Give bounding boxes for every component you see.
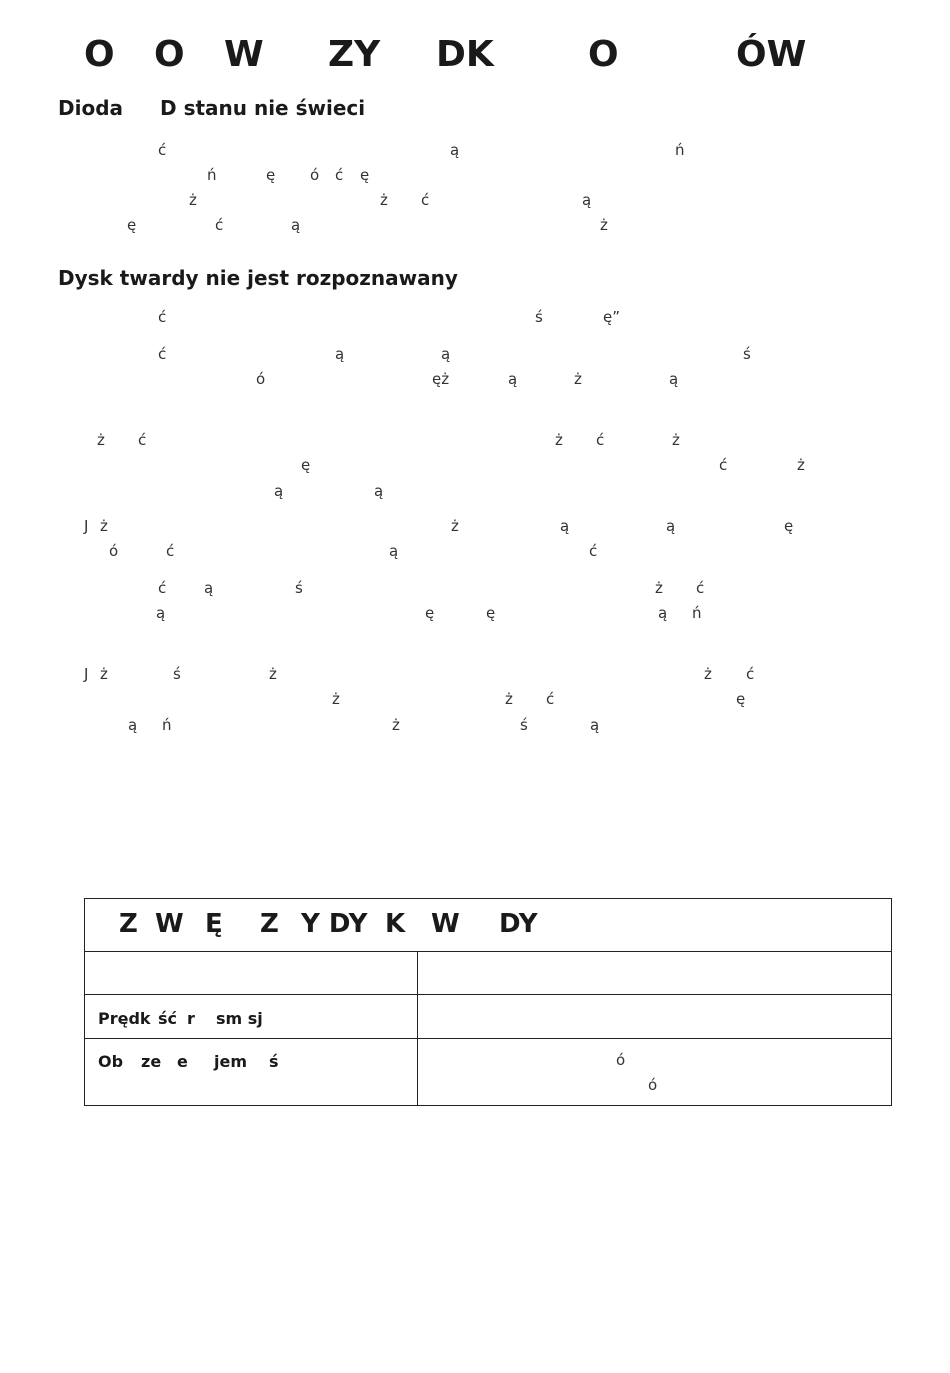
text-glyph: ś — [295, 579, 303, 597]
text-glyph: ć — [138, 431, 147, 449]
text-glyph: ą — [128, 716, 138, 734]
text-glyph: ą — [374, 482, 384, 500]
title-fragment: DK — [436, 34, 494, 75]
text-glyph: ż — [100, 517, 108, 535]
text-glyph: ż — [600, 216, 608, 234]
row-label-fragment: e — [177, 1052, 188, 1071]
text-glyph: ż — [97, 431, 105, 449]
spec-table — [84, 898, 892, 1106]
table-title-fragment: Z — [260, 909, 279, 939]
text-glyph: ć — [335, 166, 344, 184]
text-glyph: ą — [156, 604, 166, 622]
text-glyph: ż — [704, 665, 712, 683]
table-divider — [85, 1038, 891, 1039]
text-glyph: ż — [269, 665, 277, 683]
text-glyph: J — [84, 665, 89, 683]
text-glyph: ą — [389, 542, 399, 560]
text-glyph: ą — [274, 482, 284, 500]
text-glyph: ż — [100, 665, 108, 683]
text-glyph: ś — [173, 665, 181, 683]
text-glyph: ą — [582, 191, 592, 209]
text-glyph: ż — [189, 191, 197, 209]
text-glyph: ą — [669, 370, 679, 388]
table-title-fragment: W — [431, 909, 460, 939]
text-glyph: ą — [441, 345, 451, 363]
text-glyph: ó — [256, 370, 266, 388]
section-heading-part: Dysk twardy nie jest rozpoznawany — [58, 266, 458, 290]
title-fragment: W — [224, 34, 264, 75]
text-glyph: ę — [127, 216, 137, 234]
text-glyph: ą — [560, 517, 570, 535]
title-fragment: O — [154, 34, 185, 75]
text-glyph: ż — [380, 191, 388, 209]
text-glyph: ś — [520, 716, 528, 734]
text-glyph: ęż — [432, 370, 450, 388]
row-label-fragment: ś — [269, 1052, 279, 1071]
row-label-fragment: ze — [141, 1052, 162, 1071]
section-heading-part: Dioda — [58, 96, 124, 120]
text-glyph: ć — [546, 690, 555, 708]
text-glyph: ż — [392, 716, 400, 734]
text-glyph: ń — [207, 166, 217, 184]
text-glyph: ż — [655, 579, 663, 597]
text-glyph: ć — [158, 308, 167, 326]
section-heading-part: D stanu nie świeci — [160, 96, 366, 120]
text-glyph: ż — [505, 690, 513, 708]
text-glyph: ż — [672, 431, 680, 449]
text-glyph: ń — [162, 716, 172, 734]
text-glyph: ą — [658, 604, 668, 622]
text-glyph: ń — [675, 141, 685, 159]
title-fragment: ÓW — [736, 34, 807, 75]
title-fragment: O — [84, 34, 115, 75]
row-label-fragment: ść — [158, 1009, 178, 1028]
text-glyph: ó — [310, 166, 320, 184]
title-fragment: ZY — [328, 34, 381, 75]
row-value-fragment: ó — [648, 1076, 658, 1094]
text-glyph: ę — [301, 456, 311, 474]
title-fragment: O — [588, 34, 619, 75]
table-title-fragment: W — [155, 909, 184, 939]
row-label-fragment: Prędk — [98, 1009, 151, 1028]
text-glyph: J — [84, 517, 89, 535]
text-glyph: ż — [451, 517, 459, 535]
row-label-fragment: jem — [214, 1052, 248, 1071]
text-glyph: ś — [743, 345, 751, 363]
text-glyph: ć — [719, 456, 728, 474]
row-label-fragment: r — [187, 1009, 195, 1028]
table-title-fragment: Y DY — [301, 909, 368, 939]
text-glyph: ą — [590, 716, 600, 734]
text-glyph: ą — [291, 216, 301, 234]
text-glyph: ę — [736, 690, 746, 708]
text-glyph: ś — [535, 308, 543, 326]
table-divider — [85, 994, 891, 995]
text-glyph: ć — [166, 542, 175, 560]
text-glyph: ą — [204, 579, 214, 597]
text-glyph: ć — [746, 665, 755, 683]
row-label-fragment: Ob — [98, 1052, 124, 1071]
text-glyph: ą — [335, 345, 345, 363]
text-glyph: ć — [589, 542, 598, 560]
text-glyph: ć — [158, 345, 167, 363]
text-glyph: ń — [692, 604, 702, 622]
text-glyph: ż — [574, 370, 582, 388]
text-glyph: ę” — [603, 308, 620, 326]
table-column-divider — [417, 951, 418, 1106]
table-title-fragment: K — [385, 909, 406, 939]
table-divider — [85, 951, 891, 952]
text-glyph: ć — [215, 216, 224, 234]
text-glyph: ż — [555, 431, 563, 449]
text-glyph: ć — [596, 431, 605, 449]
text-glyph: ć — [696, 579, 705, 597]
table-title-fragment: DY — [499, 909, 538, 939]
text-glyph: ę — [784, 517, 794, 535]
text-glyph: ć — [421, 191, 430, 209]
text-glyph: ć — [158, 141, 167, 159]
text-glyph: ó — [109, 542, 119, 560]
text-glyph: ż — [797, 456, 805, 474]
row-label-fragment: sm sj — [216, 1009, 263, 1028]
text-glyph: ą — [666, 517, 676, 535]
text-glyph: ć — [158, 579, 167, 597]
row-value-fragment: ó — [616, 1051, 626, 1069]
table-title-fragment: Ę — [205, 909, 223, 939]
text-glyph: ą — [450, 141, 460, 159]
table-title-fragment: Z — [119, 909, 138, 939]
text-glyph: ą — [508, 370, 518, 388]
text-glyph: ę — [486, 604, 496, 622]
text-glyph: ę — [266, 166, 276, 184]
text-glyph: ę — [360, 166, 370, 184]
text-glyph: ę — [425, 604, 435, 622]
text-glyph: ż — [332, 690, 340, 708]
